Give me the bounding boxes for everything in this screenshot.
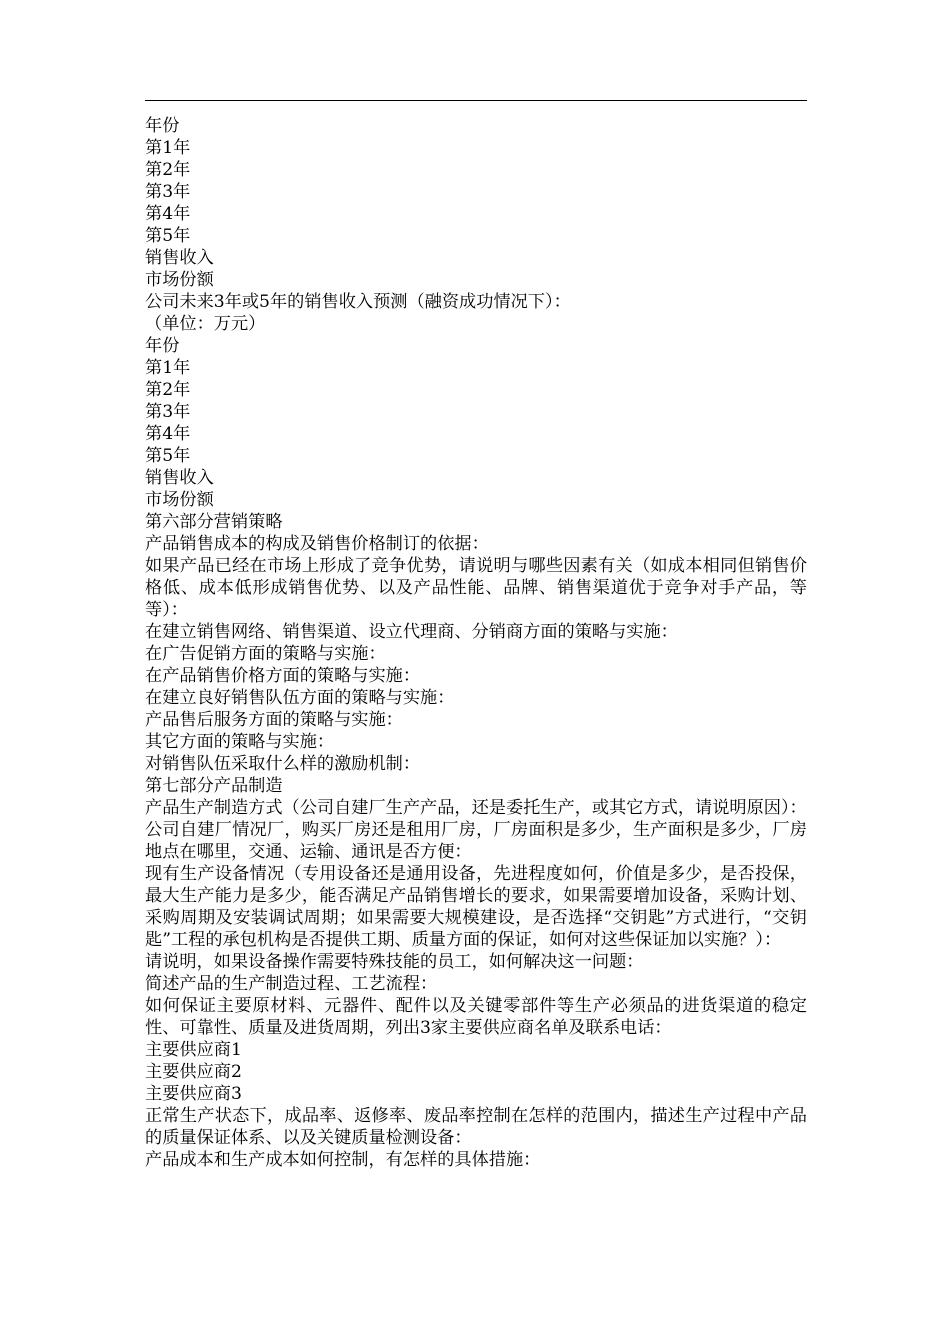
header-rule bbox=[145, 100, 807, 101]
text-paragraph: 如何保证主要原材料、元器件、配件以及关键零部件等生产必须品的进货渠道的稳定性、可靠性、质量及进货周期，列出3家主要供应商名单及联系电话： bbox=[145, 996, 807, 1038]
text-line: 主要供应商1 bbox=[145, 1040, 242, 1060]
text-line: 请说明，如果设备操作需要特殊技能的员工，如何解决这一问题： bbox=[145, 952, 644, 972]
text-line: 第2年 bbox=[145, 380, 191, 400]
text-paragraph: 公司自建厂情况厂，购买厂房还是租用厂房，厂房面积是多少，生产面积是多少，厂房地点在哪里，交通、运输、通讯是否方便： bbox=[145, 820, 807, 862]
text-line: 年份 bbox=[145, 116, 180, 136]
text-line: 第3年 bbox=[145, 182, 191, 202]
text-line: 第4年 bbox=[145, 424, 191, 444]
text-line: 年份 bbox=[145, 336, 180, 356]
text-line: 产品售后服务方面的策略与实施： bbox=[145, 710, 403, 730]
text-line: 第1年 bbox=[145, 138, 191, 158]
text-line: 第5年 bbox=[145, 226, 191, 246]
text-paragraph: 正常生产状态下，成品率、返修率、废品率控制在怎样的范围内，描述生产过程中产品的质量保证体系、以及关键质量检测设备： bbox=[145, 1106, 807, 1148]
text-line: 对销售队伍采取什么样的激励机制： bbox=[145, 754, 421, 774]
text-line: 第3年 bbox=[145, 402, 191, 422]
text-line: 第1年 bbox=[145, 358, 191, 378]
text-paragraph: 现有生产设备情况（专用设备还是通用设备，先进程度如何，价值是多少，是否投保，最大生产能力是多少，能否满足产品销售增长的要求，如果需要增加设备，采购计划、采购周期及安装调试周期；如果需要大规模建设，是否选择“交钥匙”方式进行，“交钥匙”工程的承包机构是否提供工期、质量方面的保证，如何对这些保证加以实施？）： bbox=[145, 864, 807, 950]
text-paragraph: 产品生产制造方式（公司自建厂生产产品，还是委托生产，或其它方式，请说明原因）： bbox=[145, 798, 807, 818]
text-line: 市场份额 bbox=[145, 270, 214, 290]
text-line: 产品销售成本的构成及销售价格制订的依据： bbox=[145, 534, 489, 554]
document-page bbox=[145, 100, 807, 1171]
text-line: 产品成本和生产成本如何控制，有怎样的具体措施： bbox=[145, 1150, 541, 1170]
text-line: 第5年 bbox=[145, 446, 191, 466]
text-line: 第2年 bbox=[145, 160, 191, 180]
text-line: 市场份额 bbox=[145, 490, 214, 510]
text-line: 主要供应商3 bbox=[145, 1084, 242, 1104]
text-paragraph: 如果产品已经在市场上形成了竞争优势，请说明与哪些因素有关（如成本相同但销售价格低、成本低形成销售优势、以及产品性能、品牌、销售渠道优于竞争对手产品，等等）： bbox=[145, 556, 807, 620]
document-body bbox=[145, 115, 807, 1171]
text-line: 简述产品的生产制造过程、工艺流程： bbox=[145, 974, 438, 994]
text-line: 在建立销售网络、销售渠道、设立代理商、分销商方面的策略与实施： bbox=[145, 622, 678, 642]
text-line: 在广告促销方面的策略与实施： bbox=[145, 644, 386, 664]
section-heading: 第六部分营销策略 bbox=[145, 512, 283, 532]
text-line: 在产品销售价格方面的策略与实施： bbox=[145, 666, 421, 686]
text-line: 第4年 bbox=[145, 204, 191, 224]
text-line: 公司未来3年或5年的销售收入预测（融资成功情况下）： bbox=[145, 292, 571, 312]
text-line: 其它方面的策略与实施： bbox=[145, 732, 335, 752]
text-line: 在建立良好销售队伍方面的策略与实施： bbox=[145, 688, 455, 708]
section-heading: 第七部分产品制造 bbox=[145, 776, 283, 796]
text-line: （单位：万元） bbox=[145, 314, 266, 334]
text-line: 销售收入 bbox=[145, 468, 214, 488]
text-line: 主要供应商2 bbox=[145, 1062, 242, 1082]
text-line: 销售收入 bbox=[145, 248, 214, 268]
